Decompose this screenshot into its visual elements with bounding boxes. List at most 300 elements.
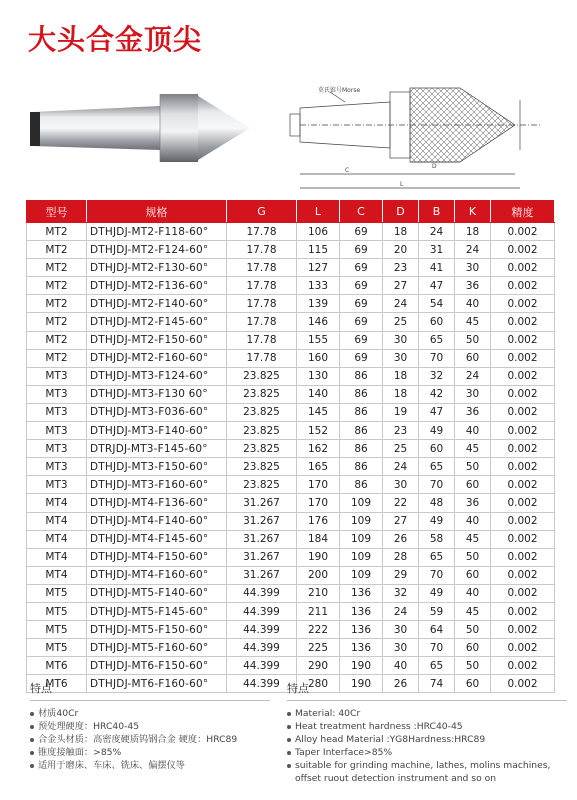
value-cell: 49	[419, 584, 455, 602]
spec-cell: DTHJDJ-MT3-F130 60°	[87, 385, 227, 403]
value-cell: 60	[455, 675, 491, 693]
value-cell: 65	[419, 331, 455, 349]
value-cell: 17.78	[227, 223, 297, 241]
value-cell: 27	[383, 512, 419, 530]
value-cell: 69	[340, 259, 383, 277]
column-header: 型号	[27, 201, 87, 223]
value-cell: 23	[383, 422, 419, 440]
feature-item	[30, 759, 270, 772]
value-cell: 23.825	[227, 367, 297, 385]
spec-cell: DTHJDJ-MT5-F160-60°	[87, 639, 227, 657]
table-row	[27, 512, 555, 530]
value-cell: 86	[340, 458, 383, 476]
spec-cell: DTHJDJ-MT4-F140-60°	[87, 512, 227, 530]
technical-drawing	[290, 88, 540, 188]
value-cell: 0.002	[491, 295, 555, 313]
table-row	[27, 440, 555, 458]
drawing-label: 莫氏锥号Morse	[318, 87, 361, 94]
live-center-photo	[30, 94, 250, 162]
value-cell: 69	[340, 277, 383, 295]
value-cell: 36	[455, 277, 491, 295]
value-cell: 69	[340, 241, 383, 259]
table-row	[27, 566, 555, 584]
value-cell: 130	[297, 367, 340, 385]
value-cell: 0.002	[491, 602, 555, 620]
value-cell: 59	[419, 602, 455, 620]
value-cell: 133	[297, 277, 340, 295]
table-row	[27, 313, 555, 331]
spec-cell: DTHJDJ-MT2-F160-60°	[87, 349, 227, 367]
spec-cell: DTHJDJ-MT3-F140-60°	[87, 422, 227, 440]
table-row	[27, 259, 555, 277]
value-cell: 60	[419, 313, 455, 331]
value-cell: 22	[383, 494, 419, 512]
spec-cell: DTHJDJ-MT6-F150-60°	[87, 657, 227, 675]
model-cell: MT3	[27, 403, 87, 421]
feature-text: Material: 40Cr	[295, 708, 361, 719]
model-cell: MT3	[27, 367, 87, 385]
model-cell: MT3	[27, 458, 87, 476]
table-row	[27, 476, 555, 494]
table-row	[27, 530, 555, 548]
spec-table	[26, 200, 555, 693]
feature-text: suitable for grinding machine, lathes, molins machines,	[295, 760, 551, 771]
value-cell: 190	[297, 548, 340, 566]
value-cell: 165	[297, 458, 340, 476]
spec-cell: DTHJDJ-MT3-F150-60°	[87, 458, 227, 476]
value-cell: 70	[419, 639, 455, 657]
value-cell: 42	[419, 385, 455, 403]
features-english	[287, 680, 567, 785]
value-cell: 106	[297, 223, 340, 241]
value-cell: 29	[383, 566, 419, 584]
bullet-icon	[30, 712, 34, 716]
value-cell: 17.78	[227, 241, 297, 259]
divider	[30, 700, 270, 701]
features-heading: 特点	[287, 682, 309, 695]
value-cell: 24	[455, 241, 491, 259]
bullet-icon	[30, 764, 34, 768]
feature-item	[287, 720, 567, 733]
value-cell: 36	[455, 494, 491, 512]
value-cell: 58	[419, 530, 455, 548]
feature-item	[287, 746, 567, 759]
spec-cell: DTHJDJ-MT2-F150-60°	[87, 331, 227, 349]
model-cell: MT2	[27, 223, 87, 241]
spec-cell: DTHJDJ-MT6-F160-60°	[87, 675, 227, 693]
value-cell: 69	[340, 223, 383, 241]
value-cell: 86	[340, 422, 383, 440]
table-row	[27, 241, 555, 259]
value-cell: 0.002	[491, 422, 555, 440]
value-cell: 30	[383, 331, 419, 349]
value-cell: 44.399	[227, 602, 297, 620]
feature-text: 合金头材质：高密度硬质钨钢合金 硬度：HRC89	[38, 734, 238, 745]
value-cell: 86	[340, 476, 383, 494]
value-cell: 222	[297, 621, 340, 639]
value-cell: 48	[419, 494, 455, 512]
feature-text: 锥度接触面：>85%	[38, 747, 122, 758]
value-cell: 170	[297, 476, 340, 494]
value-cell: 160	[297, 349, 340, 367]
table-row	[27, 367, 555, 385]
bullet-icon	[287, 764, 291, 768]
value-cell: 30	[383, 476, 419, 494]
column-header: L	[297, 201, 340, 223]
table-row	[27, 331, 555, 349]
table-row	[27, 223, 555, 241]
value-cell: 0.002	[491, 277, 555, 295]
value-cell: 170	[297, 494, 340, 512]
table-row	[27, 494, 555, 512]
table-row	[27, 422, 555, 440]
spec-cell: DTHJDJ-MT3-F124-60°	[87, 367, 227, 385]
bullet-icon	[30, 751, 34, 755]
bullet-icon	[287, 751, 291, 755]
value-cell: 50	[455, 458, 491, 476]
value-cell: 45	[455, 602, 491, 620]
spec-cell: DTRJDJ-MT3-F145-60°	[87, 440, 227, 458]
table-row	[27, 657, 555, 675]
value-cell: 27	[383, 277, 419, 295]
table-row	[27, 349, 555, 367]
model-cell: MT3	[27, 440, 87, 458]
value-cell: 41	[419, 259, 455, 277]
value-cell: 23	[383, 259, 419, 277]
spec-cell: DTHJDJ-MT2-F145-60°	[87, 313, 227, 331]
value-cell: 20	[383, 241, 419, 259]
value-cell: 290	[297, 657, 340, 675]
value-cell: 0.002	[491, 440, 555, 458]
value-cell: 44.399	[227, 639, 297, 657]
features-list	[30, 707, 270, 772]
model-cell: MT4	[27, 548, 87, 566]
value-cell: 50	[455, 657, 491, 675]
value-cell: 60	[455, 476, 491, 494]
drawing-dim-d: D	[432, 163, 437, 170]
bullet-icon	[287, 738, 291, 742]
value-cell: 24	[419, 223, 455, 241]
value-cell: 70	[419, 566, 455, 584]
spec-cell: DTHJDJ-MT2-F140-60°	[87, 295, 227, 313]
table-row	[27, 602, 555, 620]
value-cell: 109	[340, 566, 383, 584]
value-cell: 109	[340, 512, 383, 530]
value-cell: 109	[340, 548, 383, 566]
value-cell: 0.002	[491, 621, 555, 639]
table-row	[27, 277, 555, 295]
value-cell: 31.267	[227, 494, 297, 512]
value-cell: 47	[419, 277, 455, 295]
value-cell: 18	[383, 367, 419, 385]
bullet-icon	[287, 725, 291, 729]
model-cell: MT6	[27, 657, 87, 675]
value-cell: 0.002	[491, 476, 555, 494]
value-cell: 184	[297, 530, 340, 548]
value-cell: 60	[455, 349, 491, 367]
value-cell: 140	[297, 385, 340, 403]
spec-cell: DTHJDJ-MT3-F160-60°	[87, 476, 227, 494]
value-cell: 65	[419, 657, 455, 675]
value-cell: 69	[340, 295, 383, 313]
value-cell: 47	[419, 403, 455, 421]
value-cell: 70	[419, 476, 455, 494]
value-cell: 0.002	[491, 584, 555, 602]
model-cell: MT3	[27, 476, 87, 494]
page-title: 大头合金顶尖	[28, 23, 203, 56]
value-cell: 69	[340, 313, 383, 331]
column-header: G	[227, 201, 297, 223]
model-cell: MT4	[27, 494, 87, 512]
features-heading: 特点	[30, 682, 52, 695]
value-cell: 17.78	[227, 295, 297, 313]
value-cell: 32	[419, 367, 455, 385]
feature-item-continuation: offset ruout detection instrument and so on	[295, 773, 497, 784]
spec-cell: DTHJDJ-MT5-F140-60°	[87, 584, 227, 602]
model-cell: MT2	[27, 295, 87, 313]
model-cell: MT2	[27, 331, 87, 349]
value-cell: 30	[455, 385, 491, 403]
value-cell: 60	[419, 440, 455, 458]
feature-item	[30, 733, 270, 746]
value-cell: 17.78	[227, 277, 297, 295]
spec-cell: DTHJDJ-MT4-F136-60°	[87, 494, 227, 512]
value-cell: 18	[383, 385, 419, 403]
value-cell: 40	[455, 584, 491, 602]
value-cell: 0.002	[491, 259, 555, 277]
model-cell: MT2	[27, 313, 87, 331]
value-cell: 49	[419, 422, 455, 440]
model-cell: MT3	[27, 385, 87, 403]
value-cell: 0.002	[491, 241, 555, 259]
value-cell: 86	[340, 385, 383, 403]
spec-cell: DTHJDJ-MT5-F150-60°	[87, 621, 227, 639]
feature-item	[287, 733, 567, 746]
value-cell: 280	[297, 675, 340, 693]
value-cell: 30	[455, 259, 491, 277]
features-chinese	[30, 680, 270, 772]
value-cell: 0.002	[491, 530, 555, 548]
bullet-icon	[287, 712, 291, 716]
value-cell: 31.267	[227, 548, 297, 566]
value-cell: 30	[383, 621, 419, 639]
model-cell: MT2	[27, 277, 87, 295]
feature-item	[287, 759, 567, 772]
value-cell: 36	[455, 403, 491, 421]
value-cell: 17.78	[227, 259, 297, 277]
spec-cell: DTHJDJ-MT2-F136-60°	[87, 277, 227, 295]
value-cell: 17.78	[227, 313, 297, 331]
bullet-icon	[30, 738, 34, 742]
value-cell: 44.399	[227, 657, 297, 675]
feature-item	[30, 720, 270, 733]
column-header: K	[455, 201, 491, 223]
model-cell: MT5	[27, 584, 87, 602]
spec-cell: DTHJDJ-MT4-F145-60°	[87, 530, 227, 548]
value-cell: 0.002	[491, 494, 555, 512]
value-cell: 40	[455, 512, 491, 530]
value-cell: 23.825	[227, 403, 297, 421]
features-list	[287, 707, 567, 785]
column-header: 规格	[87, 201, 227, 223]
value-cell: 30	[383, 349, 419, 367]
feature-text: 适用于磨床、车床、铣床、偏摆仪等	[38, 760, 185, 771]
value-cell: 225	[297, 639, 340, 657]
spec-cell: DTHJDJ-MT2-F130-60°	[87, 259, 227, 277]
feature-item	[30, 746, 270, 759]
value-cell: 0.002	[491, 657, 555, 675]
feature-text: Taper Interface>85%	[295, 747, 393, 758]
value-cell: 0.002	[491, 385, 555, 403]
value-cell: 23.825	[227, 476, 297, 494]
feature-item	[287, 707, 567, 720]
value-cell: 26	[383, 530, 419, 548]
value-cell: 109	[340, 494, 383, 512]
column-header: 精度	[491, 201, 555, 223]
value-cell: 25	[383, 440, 419, 458]
value-cell: 31.267	[227, 530, 297, 548]
value-cell: 17.78	[227, 331, 297, 349]
value-cell: 24	[383, 295, 419, 313]
model-cell: MT6	[27, 675, 87, 693]
value-cell: 44.399	[227, 584, 297, 602]
column-header: B	[419, 201, 455, 223]
value-cell: 31	[419, 241, 455, 259]
value-cell: 24	[383, 602, 419, 620]
value-cell: 49	[419, 512, 455, 530]
value-cell: 17.78	[227, 349, 297, 367]
table-row	[27, 639, 555, 657]
value-cell: 127	[297, 259, 340, 277]
value-cell: 32	[383, 584, 419, 602]
model-cell: MT4	[27, 512, 87, 530]
value-cell: 162	[297, 440, 340, 458]
value-cell: 136	[340, 602, 383, 620]
value-cell: 0.002	[491, 675, 555, 693]
drawing-dim-l: L	[400, 181, 404, 188]
value-cell: 139	[297, 295, 340, 313]
value-cell: 45	[455, 313, 491, 331]
product-illustration	[0, 70, 577, 200]
value-cell: 30	[383, 639, 419, 657]
model-cell: MT5	[27, 639, 87, 657]
value-cell: 176	[297, 512, 340, 530]
value-cell: 74	[419, 675, 455, 693]
value-cell: 0.002	[491, 403, 555, 421]
value-cell: 146	[297, 313, 340, 331]
value-cell: 28	[383, 548, 419, 566]
value-cell: 54	[419, 295, 455, 313]
value-cell: 69	[340, 349, 383, 367]
value-cell: 211	[297, 602, 340, 620]
value-cell: 64	[419, 621, 455, 639]
table-row	[27, 621, 555, 639]
value-cell: 45	[455, 530, 491, 548]
value-cell: 18	[383, 223, 419, 241]
value-cell: 155	[297, 331, 340, 349]
feature-text: 预处理硬度：HRC40-45	[38, 721, 140, 732]
model-cell: MT5	[27, 602, 87, 620]
value-cell: 86	[340, 403, 383, 421]
model-cell: MT4	[27, 530, 87, 548]
value-cell: 136	[340, 584, 383, 602]
value-cell: 23.825	[227, 385, 297, 403]
value-cell: 0.002	[491, 313, 555, 331]
table-header-row	[27, 201, 555, 223]
value-cell: 190	[340, 675, 383, 693]
value-cell: 31.267	[227, 512, 297, 530]
model-cell: MT4	[27, 566, 87, 584]
model-cell: MT2	[27, 241, 87, 259]
value-cell: 86	[340, 440, 383, 458]
value-cell: 0.002	[491, 639, 555, 657]
value-cell: 109	[340, 530, 383, 548]
value-cell: 152	[297, 422, 340, 440]
model-cell: MT2	[27, 259, 87, 277]
value-cell: 70	[419, 349, 455, 367]
spec-cell: DTHJDJ-MT4-F160-60°	[87, 566, 227, 584]
divider	[287, 700, 567, 701]
table-row	[27, 584, 555, 602]
value-cell: 45	[455, 440, 491, 458]
column-header: C	[340, 201, 383, 223]
value-cell: 26	[383, 675, 419, 693]
value-cell: 210	[297, 584, 340, 602]
value-cell: 0.002	[491, 331, 555, 349]
bullet-icon	[30, 725, 34, 729]
value-cell: 40	[455, 295, 491, 313]
value-cell: 31.267	[227, 566, 297, 584]
value-cell: 115	[297, 241, 340, 259]
table-row	[27, 458, 555, 476]
value-cell: 19	[383, 403, 419, 421]
value-cell: 190	[340, 657, 383, 675]
value-cell: 0.002	[491, 349, 555, 367]
spec-cell: DTHJDJ-MT2-F124-60°	[87, 241, 227, 259]
column-header: D	[383, 201, 419, 223]
value-cell: 0.002	[491, 458, 555, 476]
value-cell: 23.825	[227, 458, 297, 476]
value-cell: 44.399	[227, 621, 297, 639]
value-cell: 0.002	[491, 548, 555, 566]
model-cell: MT2	[27, 349, 87, 367]
value-cell: 0.002	[491, 566, 555, 584]
feature-item	[30, 707, 270, 720]
value-cell: 23.825	[227, 440, 297, 458]
value-cell: 136	[340, 639, 383, 657]
value-cell: 65	[419, 458, 455, 476]
model-cell: MT5	[27, 621, 87, 639]
value-cell: 50	[455, 548, 491, 566]
value-cell: 24	[383, 458, 419, 476]
value-cell: 40	[383, 657, 419, 675]
table-body	[27, 223, 555, 693]
drawing-dim-c: C	[345, 167, 350, 174]
value-cell: 145	[297, 403, 340, 421]
value-cell: 69	[340, 331, 383, 349]
feature-text: Heat treatment hardness :HRC40-45	[295, 721, 463, 732]
value-cell: 200	[297, 566, 340, 584]
value-cell: 60	[455, 639, 491, 657]
table-row	[27, 548, 555, 566]
value-cell: 40	[455, 422, 491, 440]
model-cell: MT3	[27, 422, 87, 440]
feature-text: 材质40Cr	[38, 708, 79, 719]
value-cell: 18	[455, 223, 491, 241]
value-cell: 50	[455, 621, 491, 639]
value-cell: 0.002	[491, 223, 555, 241]
spec-cell: DTHJDJ-MT4-F150-60°	[87, 548, 227, 566]
